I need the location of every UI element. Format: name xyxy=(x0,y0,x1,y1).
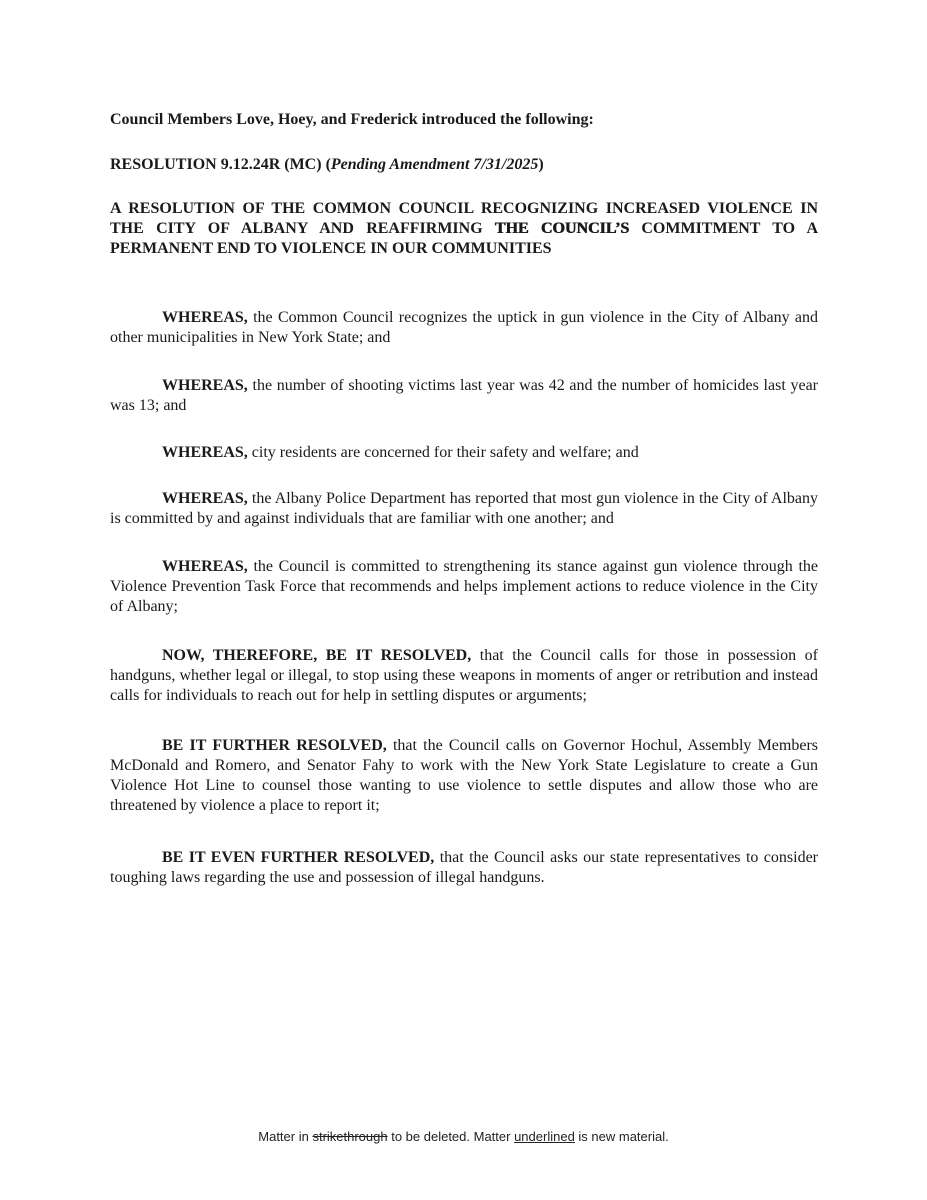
paragraph-text: the Council is committed to strengthening its stance against gun violence through the Violence Prevention Task Force that recommends and helps implement actions to reduce violence in the City of Albany; xyxy=(110,558,818,615)
paragraph-text: that the Council calls for those in possession of handguns, whether legal or illegal, to stop using these weapons in moments of anger or retribution and instead calls for individuals to reach out for help in settling disputes or arguments; xyxy=(110,647,818,704)
whereas-paragraph-1 xyxy=(110,308,818,348)
title-part-1: A RESOLUTION OF THE COMMON COUNCIL RECOGNIZING INCREASED VIOLENCE IN THE CITY OF ALBANY AND REAFFIRMING xyxy=(110,200,818,237)
paragraph-lead: WHEREAS, xyxy=(162,490,248,507)
footer-text-2: to be deleted. Matter xyxy=(387,1129,515,1144)
document-page xyxy=(110,0,818,1200)
paragraph-lead: BE IT FURTHER RESOLVED, xyxy=(162,737,387,754)
resolved-paragraph xyxy=(110,646,818,706)
resolution-heading xyxy=(110,155,544,175)
paragraph-lead: WHEREAS, xyxy=(162,558,248,575)
paragraph-text: the Common Council recognizes the uptick in gun violence in the City of Albany and other municipalities in New York State; and xyxy=(110,309,818,346)
whereas-paragraph-3 xyxy=(110,443,818,463)
paragraph-lead: WHEREAS, xyxy=(162,444,248,461)
title-emphasis: THE COUNCIL’S xyxy=(494,220,630,237)
amendment-open-paren: ( xyxy=(325,156,331,173)
paragraph-lead: BE IT EVEN FURTHER RESOLVED, xyxy=(162,849,435,866)
paragraph-lead: NOW, THEREFORE, BE IT RESOLVED, xyxy=(162,647,472,664)
title-part-2: COMMITMENT TO A PERMANENT END TO VIOLENCE IN OUR COMMUNITIES xyxy=(110,220,819,257)
paragraph-text: city residents are concerned for their safety and welfare; and xyxy=(247,444,639,461)
paragraph-text: the number of shooting victims last year was 42 and the number of homicides last year was 13; and xyxy=(110,377,818,414)
whereas-paragraph-2 xyxy=(110,376,818,416)
amendment-close-paren: ) xyxy=(538,156,544,173)
introduction-line: Council Members Love, Hoey, and Frederick introduced the following: xyxy=(110,111,594,128)
further-resolved-paragraph xyxy=(110,736,818,816)
paragraph-text: that the Council calls on Governor Hochul, Assembly Members McDonald and Romero, and Senator Fahy to work with the New York State Legislature to create a Gun Violence Hot Line to counsel those wanting to use violence to settle disputes and allow those who are threatened by violence a place to report it; xyxy=(110,737,819,814)
whereas-paragraph-5 xyxy=(110,557,818,617)
amendment-note xyxy=(326,156,544,173)
page-footer-note xyxy=(0,1128,927,1146)
resolution-number: RESOLUTION 9.12.24R (MC) xyxy=(110,156,322,173)
amendment-text: Pending Amendment 7/31/2025 xyxy=(330,156,539,173)
whereas-paragraph-4 xyxy=(110,489,818,529)
paragraph-text: that the Council asks our state representatives to consider toughing laws regarding the use and possession of illegal handguns. xyxy=(110,849,818,886)
footer-text-3: is new material. xyxy=(574,1129,669,1144)
paragraph-lead: WHEREAS, xyxy=(162,309,248,326)
even-further-resolved-paragraph xyxy=(110,848,818,888)
paragraph-lead: WHEREAS, xyxy=(162,377,248,394)
footer-text-1: Matter in xyxy=(258,1129,313,1144)
resolution-title xyxy=(110,199,818,259)
paragraph-text: the Albany Police Department has reported that most gun violence in the City of Albany is committed by and against individuals that are familiar with one another; and xyxy=(110,490,818,527)
footer-strikethrough-word: strikethrough xyxy=(312,1129,388,1144)
footer-underlined-word: underlined xyxy=(514,1129,575,1144)
